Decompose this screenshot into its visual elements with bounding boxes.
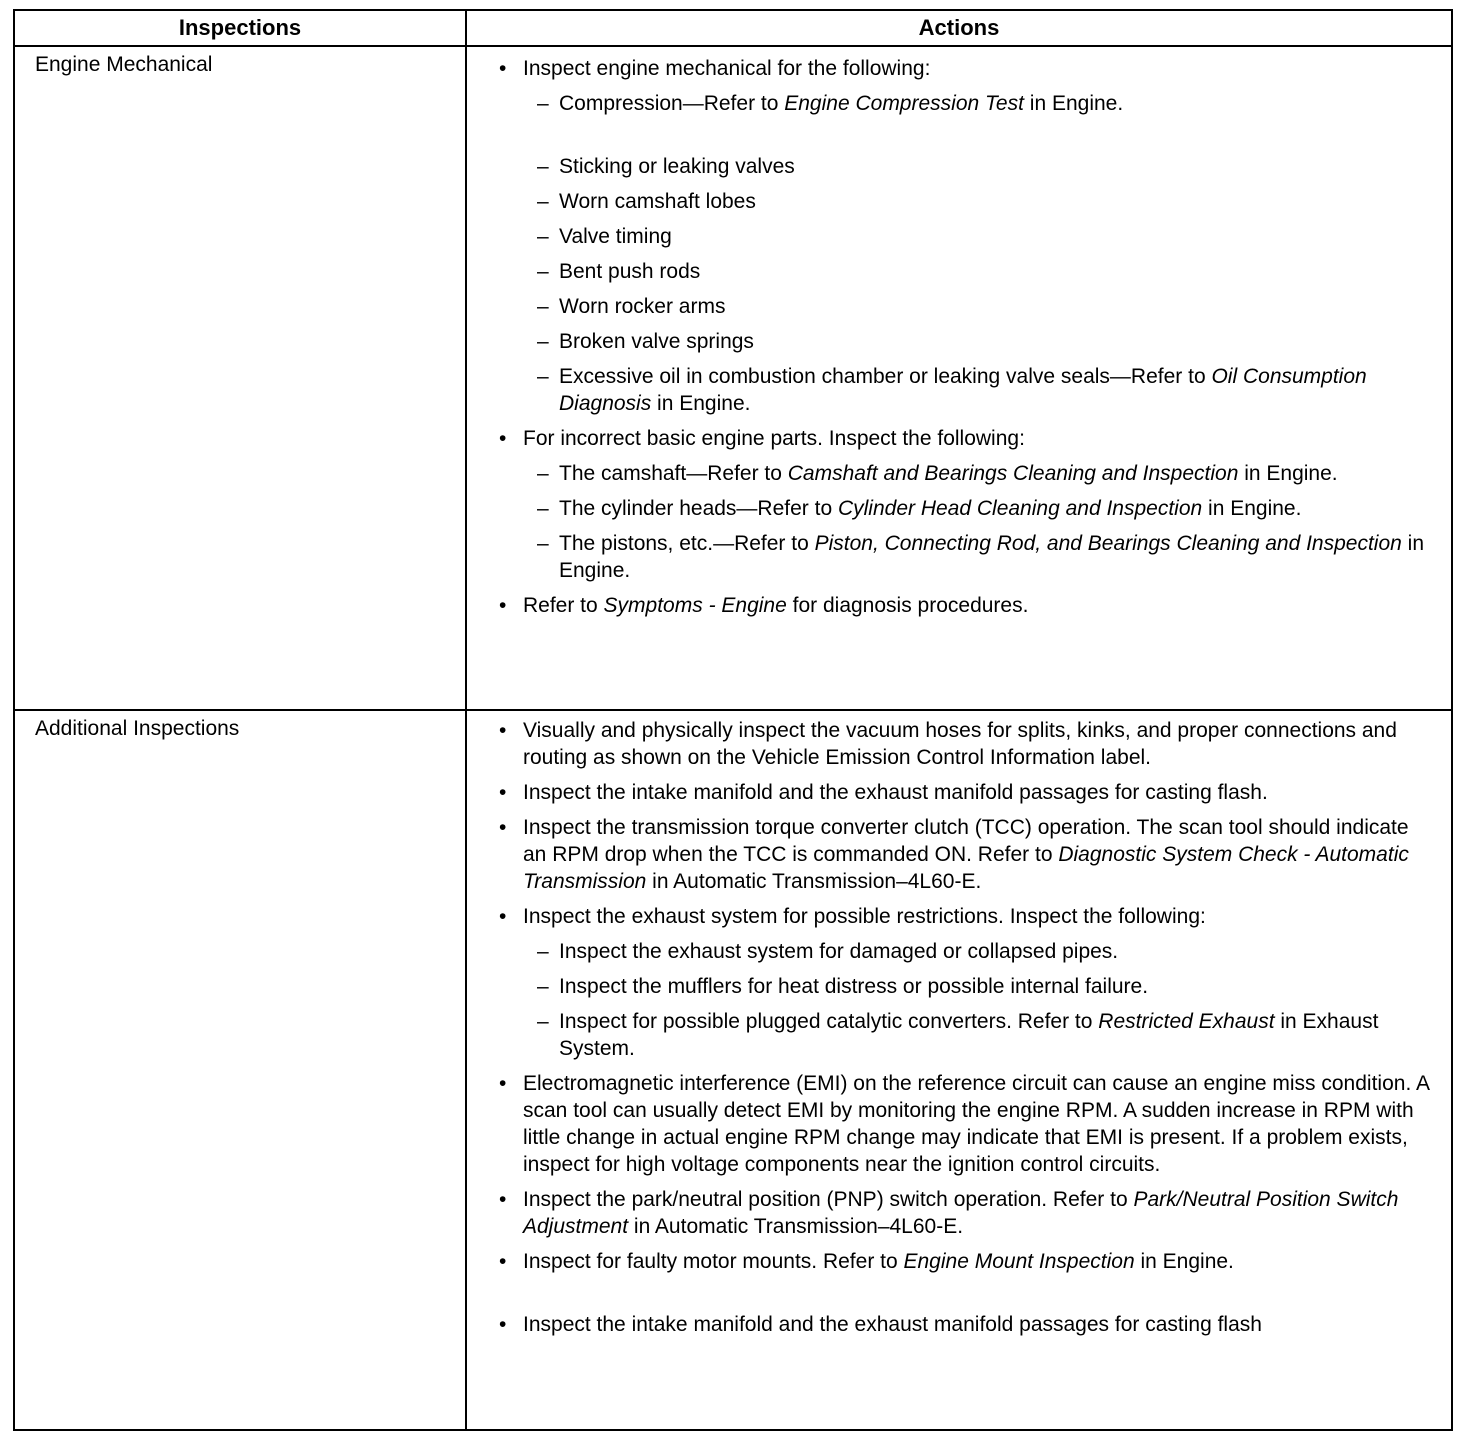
spacer: [493, 125, 1437, 153]
dash-mark: –: [537, 190, 549, 213]
dash-mark: –: [537, 1010, 549, 1033]
dash-mark: –: [537, 330, 549, 353]
dash-mark: –: [537, 295, 549, 318]
sub-list-item: – Excessive oil in combustion chamber or leaking valve seals—Refer to Oil Consumption Diagnosis in Engine.: [537, 365, 1367, 415]
sub-list-item: – Worn camshaft lobes: [537, 190, 756, 213]
dash-mark: –: [537, 225, 549, 248]
header-actions: Actions: [918, 15, 1000, 40]
bullet-mark: •: [499, 594, 507, 617]
dash-mark: –: [537, 462, 549, 485]
row-label-additional-inspections: Additional Inspections: [35, 717, 240, 740]
dash-mark: –: [537, 92, 549, 115]
list-item: • Inspect the exhaust system for possible restrictions. Inspect the following:: [499, 905, 1206, 928]
dash-mark: –: [537, 975, 549, 998]
sub-list-item: – Inspect the mufflers for heat distress or possible internal failure.: [537, 975, 1149, 998]
column-divider: [465, 11, 467, 1429]
sub-list-item: – Bent push rods: [537, 260, 701, 283]
bullet-mark: •: [499, 1072, 507, 1095]
sub-list-item: – The pistons, etc.—Refer to Piston, Connecting Rod, and Bearings Cleaning and Inspection in Engine.: [537, 532, 1425, 582]
list-item: • Inspect the park/neutral position (PNP) switch operation. Refer to Park/Neutral Position Switch Adjustment in Automatic Transmission–4L60-E.: [499, 1188, 1399, 1238]
sub-list-item: – The cylinder heads—Refer to Cylinder Head Cleaning and Inspection in Engine.: [537, 497, 1302, 520]
bullet-mark: •: [499, 816, 507, 839]
actions-additional-inspections: [493, 717, 1437, 1346]
sub-list-item: – Broken valve springs: [537, 330, 754, 353]
bullet-mark: •: [499, 905, 507, 928]
list-item: • For incorrect basic engine parts. Inspect the following:: [499, 427, 1025, 450]
bullet-mark: •: [499, 719, 507, 742]
bullet-mark: •: [499, 427, 507, 450]
dash-mark: –: [537, 532, 549, 555]
list-item: • Visually and physically inspect the vacuum hoses for splits, kinks, and proper connections and routing as shown on the Vehicle Emission Control Information label.: [499, 719, 1397, 769]
sub-list-item: – The camshaft—Refer to Camshaft and Bearings Cleaning and Inspection in Engine.: [537, 462, 1338, 485]
list-item: • Inspect engine mechanical for the following:: [499, 57, 931, 80]
dash-mark: –: [537, 365, 549, 388]
header-inspections: Inspections: [178, 15, 302, 40]
dash-mark: –: [537, 497, 549, 520]
bullet-mark: •: [499, 1250, 507, 1273]
bullet-mark: •: [499, 781, 507, 804]
actions-engine-mechanical: [493, 55, 1437, 627]
list-item: • Inspect the intake manifold and the exhaust manifold passages for casting flash.: [499, 781, 1268, 804]
sub-list-item: – Compression—Refer to Engine Compression Test in Engine.: [537, 92, 1124, 115]
bullet-mark: •: [499, 57, 507, 80]
sub-list-item: – Inspect for possible plugged catalytic converters. Refer to Restricted Exhaust in Exhaust System.: [537, 1010, 1379, 1060]
dash-mark: –: [537, 940, 549, 963]
sub-list-item: – Inspect the exhaust system for damaged or collapsed pipes.: [537, 940, 1119, 963]
bullet-mark: •: [499, 1313, 507, 1336]
list-item: • Inspect the intake manifold and the exhaust manifold passages for casting flash: [499, 1313, 1262, 1336]
list-item: • Inspect for faulty motor mounts. Refer to Engine Mount Inspection in Engine.: [499, 1250, 1234, 1273]
row-divider: [15, 709, 1451, 711]
dash-mark: –: [537, 260, 549, 283]
dash-mark: –: [537, 155, 549, 178]
sub-list-item: – Worn rocker arms: [537, 295, 726, 318]
sub-list-item: – Valve timing: [537, 225, 672, 248]
diagnostic-table: [13, 9, 1453, 1431]
spacer: [493, 1283, 1437, 1311]
row-label-engine-mechanical: Engine Mechanical: [35, 53, 213, 76]
header-divider: [15, 45, 1451, 47]
list-item: • Refer to Symptoms - Engine for diagnosis procedures.: [499, 594, 1029, 617]
sub-list-item: – Sticking or leaking valves: [537, 155, 795, 178]
list-item: • Inspect the transmission torque converter clutch (TCC) operation. The scan tool should indicate an RPM drop when the TCC is commanded ON. Refer to Diagnostic System Check - Automatic Transmission in Automatic Transmission–4L60-E.: [499, 816, 1409, 893]
bullet-mark: •: [499, 1188, 507, 1211]
list-item: • Electromagnetic interference (EMI) on the reference circuit can cause an engine miss condition. A scan tool can usually detect EMI by monitoring the engine RPM. A sudden increase in RPM with little change in actual engine RPM change may indicate that EMI is present. If a problem exists, inspect for high voltage components near the ignition control circuits.: [499, 1072, 1429, 1176]
